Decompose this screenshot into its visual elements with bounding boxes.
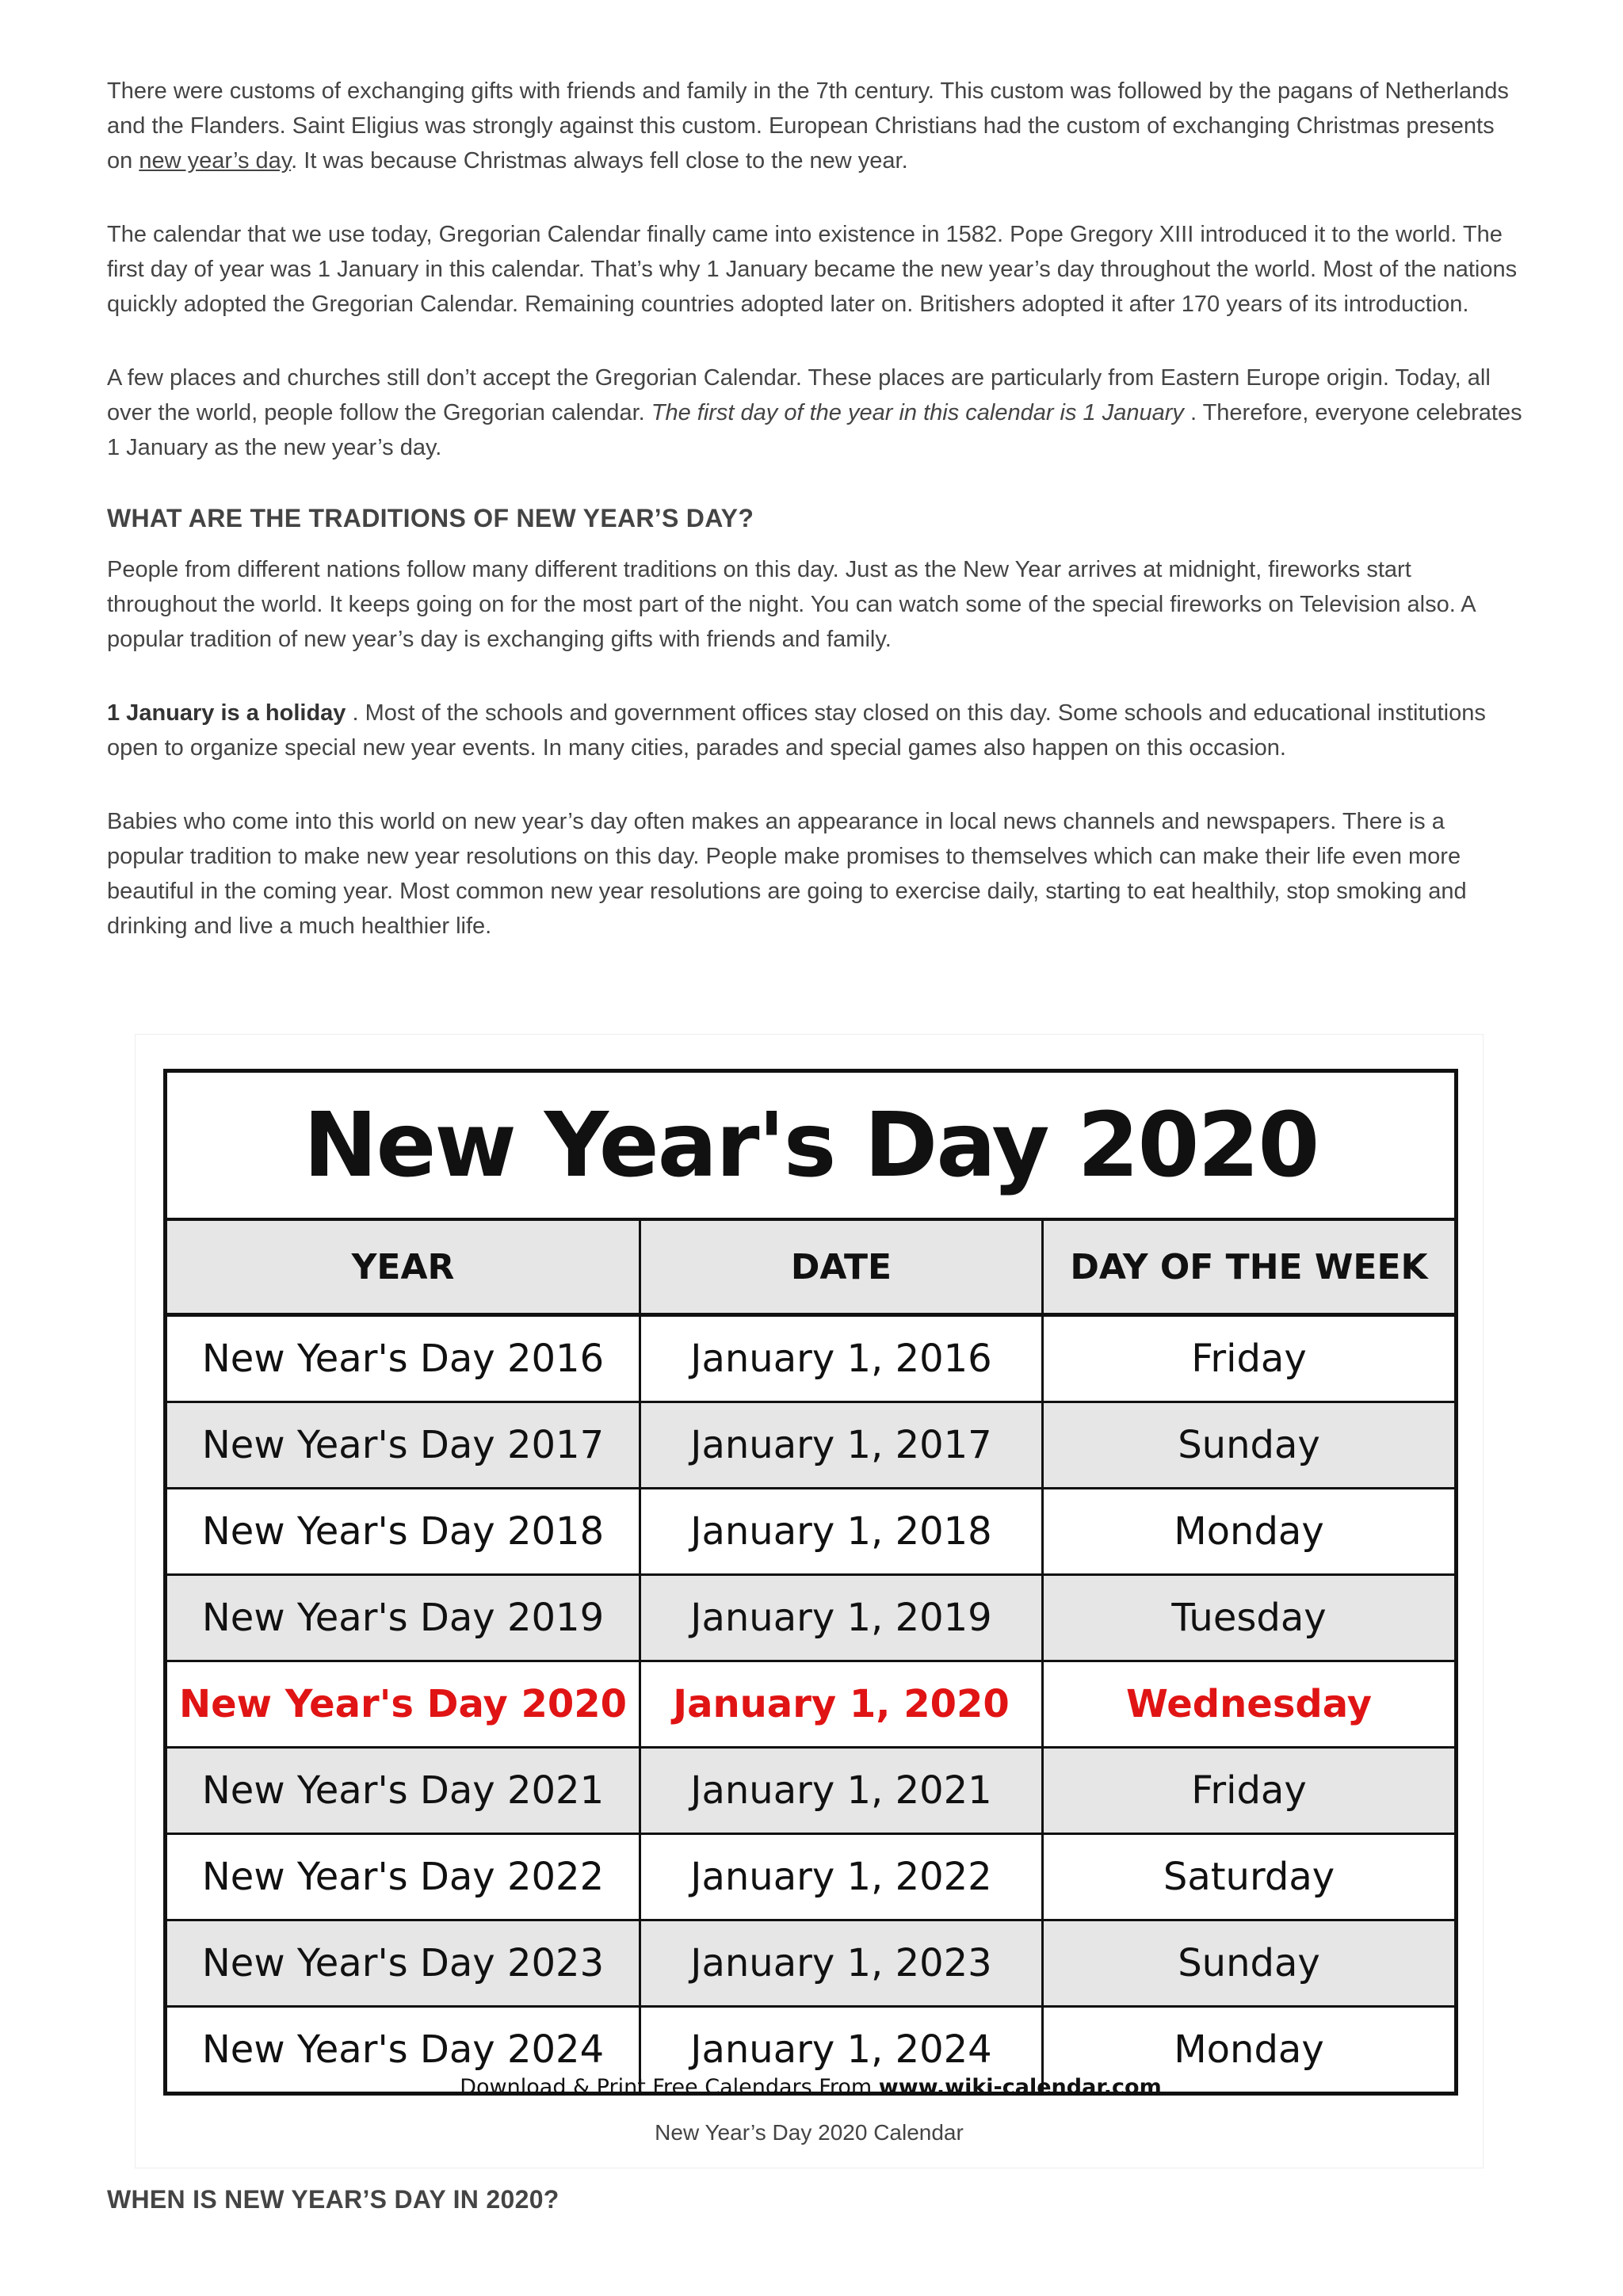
cell-date: January 1, 2020 [641,1662,1044,1746]
paragraph-eastern-europe [107,360,1526,465]
paragraph-gregorian-calendar: The calendar that we use today, Gregorian Calendar finally came into existence in 1582. Pope Gregory XIII introduced it to the world. The first day of year was 1 January in this calendar. That’s why 1 January became the new year’s day throughout the world. Most of the nations quickly adopted the Gregorian Calendar. Remaining countries adopted later on. Britishers adopted it after 170 years of its introduction. [107,222,1518,317]
credit-text: Download & Print Free Calendars From [460,2075,879,2100]
figure-caption: New Year’s Day 2020 Calendar [655,2120,964,2145]
table-row [167,1489,1454,1576]
cell-year: New Year's Day 2023 [167,1921,641,2005]
table-row [167,1576,1454,1662]
paragraph-text: . Most of the schools and government offices stay closed on this day. Some schools and educational institutions open to organize special new year events. In many cities, parades and special games also happen on this occasion. [107,700,1486,761]
paragraph-gift-customs [107,74,1526,178]
paragraph-text: There were customs of exchanging gifts with friends and family in the 7th century. This custom was followed by the pagans of Netherlands and the Flanders. Saint Eligius was strongly against this custom. European Christians had the custom of exchanging Christmas presents on [107,78,1509,174]
table-row [167,1835,1454,1921]
cell-weekday: Monday [1174,1509,1324,1554]
cell-year: New Year's Day 2020 [167,1662,641,1746]
table-row [167,1317,1454,1403]
calendar-table [163,1069,1458,2096]
table-row [167,1749,1454,1835]
paragraph-text: A few places and churches still don’t accept the Gregorian Calendar. These places are particularly from Eastern Europe origin. Today, all over the world, people follow the Gregorian calendar. [107,365,1491,425]
cell-date: January 1, 2019 [641,1576,1044,1660]
calendar-source-credit [163,2075,1458,2100]
cell-year: New Year's Day 2022 [167,1835,641,1919]
new-years-day-link[interactable]: new year’s day [139,148,292,174]
paragraph-text: . Therefore, everyone celebrates 1 January as the new year’s day. [107,400,1522,460]
cell-date: January 1, 2017 [641,1403,1044,1487]
cell-year: New Year's Day 2019 [167,1576,641,1660]
cell-date: January 1, 2016 [641,1317,1044,1401]
article-body [107,74,1526,982]
paragraph-fireworks: People from different nations follow many different traditions on this day. Just as the New Year arrives at midnight, fireworks start throughout the world. It keeps going on for the most part of the night. You can watch some of the special fireworks on Television also. A popular tradition of new year’s day is exchanging gifts with friends and family. [107,557,1475,652]
cell-weekday: Saturday [1163,1855,1335,1899]
heading-when-is: WHEN IS NEW YEAR’S DAY IN 2020? [107,2185,559,2214]
heading-traditions: WHAT ARE THE TRADITIONS OF NEW YEAR’S DAY? [107,504,754,532]
cell-year: New Year's Day 2018 [167,1489,641,1573]
cell-year: New Year's Day 2024 [167,2008,641,2092]
header-date: DATE [641,1221,1044,1313]
cell-year: New Year's Day 2016 [167,1317,641,1401]
cell-year: New Year's Day 2021 [167,1749,641,1833]
table-row [167,1403,1454,1489]
emphasis-text: The first day of the year in this calendar is 1 January [651,400,1184,425]
cell-weekday: Monday [1174,2027,1324,2072]
cell-weekday: Tuesday [1171,1596,1327,1640]
cell-weekday: Friday [1191,1768,1307,1813]
cell-date: January 1, 2022 [641,1835,1044,1919]
calendar-title: New Year's Day 2020 [167,1073,1454,1221]
table-row [167,1921,1454,2008]
header-weekday: DAY OF THE WEEK [1070,1246,1428,1287]
cell-weekday: Wednesday [1125,1682,1372,1726]
credit-site: www.wiki-calendar.com [878,2075,1162,2100]
cell-date: January 1, 2018 [641,1489,1044,1573]
cell-date: January 1, 2023 [641,1921,1044,2005]
cell-weekday: Sunday [1178,1423,1320,1467]
table-row-highlighted [167,1662,1454,1749]
cell-date: January 1, 2024 [641,2008,1044,2092]
paragraph-holiday [107,696,1526,765]
cell-weekday: Friday [1191,1337,1307,1381]
cell-date: January 1, 2021 [641,1749,1044,1833]
header-year: YEAR [167,1221,641,1313]
calendar-header-row [167,1221,1454,1317]
paragraph-text: . It was because Christmas always fell close to the new year. [291,148,908,174]
strong-text: 1 January is a holiday [107,700,346,726]
paragraph-resolutions: Babies who come into this world on new year’s day often makes an appearance in local news channels and newspapers. There is a popular tradition to make new year resolutions on this day. People make promises to themselves which can make their life even more beautiful in the coming year. Most common new year resolutions are going to exercise daily, starting to eat healthily, stop smoking and drinking and live a much healthier life. [107,809,1467,939]
calendar-figure [135,1034,1484,2168]
cell-weekday: Sunday [1178,1941,1320,1985]
cell-year: New Year's Day 2017 [167,1403,641,1487]
